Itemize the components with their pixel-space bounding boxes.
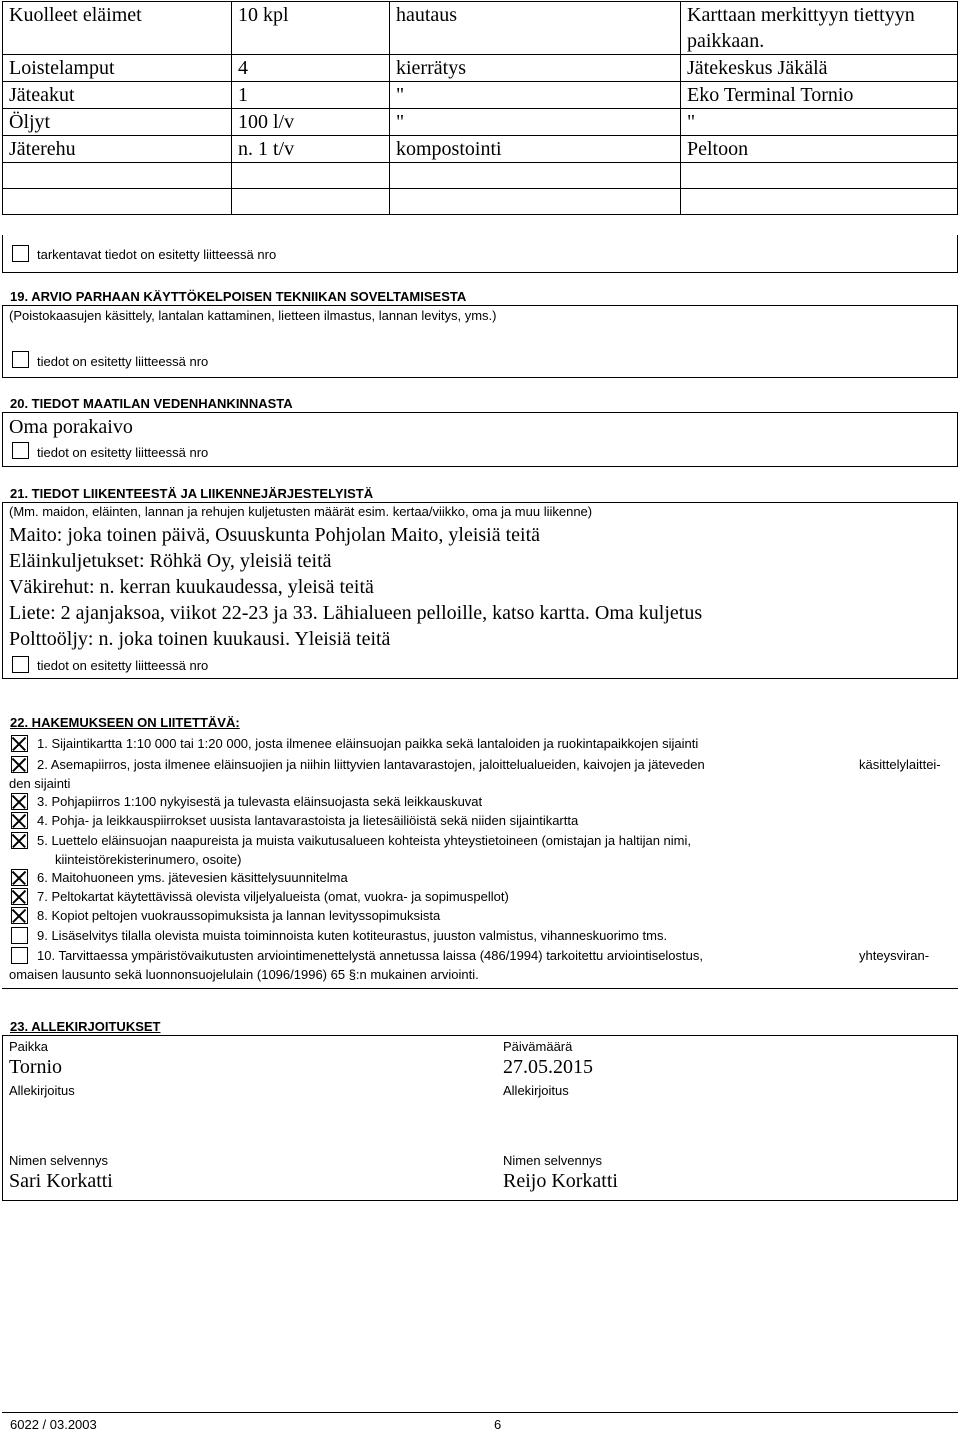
- name-value-left: Sari Korkatti: [9, 1170, 113, 1192]
- table-row: [3, 136, 958, 163]
- table-cell: Jätekeskus Jäkälä: [681, 55, 958, 82]
- attachment-checkbox[interactable]: [11, 812, 28, 829]
- section-21-title: 21. TIEDOT LIIKENTEESTÄ JA LIIKENNEJÄRJESTELYISTÄ: [10, 486, 374, 501]
- table-row: [3, 109, 958, 136]
- section-23-title: 23. ALLEKIRJOITUKSET: [10, 1019, 161, 1034]
- table-cell: Öljyt: [3, 109, 232, 136]
- table-cell: Jäteakut: [3, 82, 232, 109]
- table-row: [3, 2, 958, 55]
- table-row: [3, 82, 958, 109]
- name-value-right: Reijo Korkatti: [503, 1170, 618, 1192]
- form-code: 6022 / 03.2003: [10, 1417, 97, 1432]
- attachment-checkbox[interactable]: [11, 888, 28, 905]
- attachment-text: 5. Luettelo eläinsuojan naapureista ja muista vaikutusalueen kohteista yhteystietoineen (omistajan ja haltijan nimi,: [37, 833, 692, 848]
- section-21-subtitle: (Mm. maidon, eläinten, lannan ja rehujen kuljetusten määrät esim. kertaa/viikko, oma ja muu liikenne): [9, 504, 593, 519]
- section-21-box: [2, 502, 958, 679]
- footer-divider: [2, 1412, 958, 1413]
- section-19-title: 19. ARVIO PARHAAN KÄYTTÖKELPOISEN TEKNIIKAN SOVELTAMISESTA: [10, 289, 467, 304]
- date-value: 27.05.2015: [503, 1056, 593, 1078]
- place-value: Tornio: [9, 1056, 63, 1078]
- table-row: [3, 163, 958, 189]
- table-row: [3, 55, 958, 82]
- name-label-left: Nimen selvennys: [9, 1153, 108, 1168]
- section-19-subtitle: (Poistokaasujen käsittely, lantalan kattaminen, lietteen ilmastus, lannan levitys, yms.): [9, 308, 497, 323]
- table-cell: 1: [232, 82, 390, 109]
- table-cell: hautaus: [390, 2, 681, 55]
- attachment-text: 9. Lisäselvitys tilalla olevista muista toiminnoista kuten kotiteurastus, juuston valmistus, vihanneskuorimo tms.: [37, 928, 668, 943]
- table-cell: 100 l/v: [232, 109, 390, 136]
- table-cell: Loistelamput: [3, 55, 232, 82]
- section-19-attachment-label: tiedot on esitetty liitteessä nro: [37, 354, 209, 369]
- table-cell: ": [390, 82, 681, 109]
- section-19-box: [2, 305, 958, 378]
- table-row: [3, 189, 958, 215]
- place-label: Paikka: [9, 1039, 49, 1054]
- table-cell: ": [390, 109, 681, 136]
- signature-label-left: Allekirjoitus: [9, 1083, 75, 1098]
- waste-table: [2, 1, 958, 215]
- section-21-attachment-checkbox[interactable]: [12, 656, 29, 673]
- table-cell: kierrätys: [390, 55, 681, 82]
- signature-box: [2, 1035, 958, 1201]
- table-cell: Jäterehu: [3, 136, 232, 163]
- page-number: 6: [494, 1417, 502, 1432]
- table-cell: Karttaan merkittyyn tiettyyn paikkaan.: [681, 2, 958, 55]
- attachment-text-overflow: käsittelylaittei-: [859, 757, 941, 772]
- attachment-text-overflow: yhteysviran-: [859, 948, 930, 963]
- waste-attachment-label: tarkentavat tiedot on esitetty liitteessä nro: [37, 247, 277, 262]
- attachment-text-continuation: omaisen lausunto sekä luonnonsuojelulain (1096/1996) 65 §:n mukainen arviointi.: [9, 967, 479, 982]
- attachment-text: 1. Sijaintikartta 1:10 000 tai 1:20 000, josta ilmenee eläinsuojan paikka sekä lantaloiden ja ruokintapaikkojen sijainti: [37, 736, 699, 751]
- attachment-checkbox[interactable]: [11, 756, 28, 773]
- section-20-box: [2, 412, 958, 467]
- table-cell: Eko Terminal Tornio: [681, 82, 958, 109]
- table-cell: [3, 163, 232, 189]
- attachment-checkbox[interactable]: [11, 832, 28, 849]
- attachment-text: 8. Kopiot peltojen vuokraussopimuksista ja lannan levityssopimuksista: [37, 908, 441, 923]
- traffic-line: Liete: 2 ajanjaksoa, viikot 22-23 ja 33. Lähialueen pelloille, katso kartta. Oma kuljetus: [9, 602, 703, 624]
- table-cell: 10 kpl: [232, 2, 390, 55]
- traffic-lines: [9, 522, 702, 652]
- section-20-attachment-label: tiedot on esitetty liitteessä nro: [37, 445, 209, 460]
- table-cell: [232, 189, 390, 215]
- traffic-line: Maito: joka toinen päivä, Osuuskunta Pohjolan Maito, yleisiä teitä: [9, 524, 541, 546]
- table-cell: ": [681, 109, 958, 136]
- waste-attachment-box: [2, 235, 958, 273]
- attachment-text: 7. Peltokartat käytettävissä olevista viljelyalueista (omat, vuokra- ja sopimuspellot): [37, 889, 509, 904]
- section-20-attachment-checkbox[interactable]: [12, 442, 29, 459]
- traffic-line: Polttoöljy: n. joka toinen kuukausi. Yleisiä teitä: [9, 628, 391, 650]
- attachment-checkbox[interactable]: [11, 907, 28, 924]
- table-cell: [681, 189, 958, 215]
- water-supply-text: Oma porakaivo: [9, 416, 133, 438]
- attachment-text: 3. Pohjapiirros 1:100 nykyisestä ja tulevasta eläinsuojasta sekä leikkauskuvat: [37, 794, 483, 809]
- signature-label-right: Allekirjoitus: [503, 1083, 569, 1098]
- table-cell: [390, 189, 681, 215]
- traffic-line: Väkirehut: n. kerran kuukaudessa, yleisä teitä: [9, 576, 374, 598]
- section-22-divider: [2, 988, 958, 989]
- table-cell: [232, 163, 390, 189]
- section-19-attachment-checkbox[interactable]: [12, 351, 29, 368]
- name-label-right: Nimen selvennys: [503, 1153, 602, 1168]
- table-cell: n. 1 t/v: [232, 136, 390, 163]
- table-cell: Kuolleet eläimet: [3, 2, 232, 55]
- attachment-text-continuation: den sijainti: [9, 776, 71, 791]
- attachment-text: 10. Tarvittaessa ympäristövaikutusten arviointimenettelystä annetussa laissa (486/1994) tarkoitettu arviointiselostus,: [37, 948, 703, 963]
- attachment-text: 6. Maitohuoneen yms. jätevesien käsittelysuunnitelma: [37, 870, 348, 885]
- attachment-text: 2. Asemapiirros, josta ilmenee eläinsuojien ja niihin liittyvien lantavarastojen, jaloittelualueiden, kaivojen ja jäteveden: [37, 757, 705, 772]
- traffic-line: Eläinkuljetukset: Röhkä Oy, yleisiä teitä: [9, 550, 332, 572]
- waste-attachment-checkbox[interactable]: [12, 245, 29, 262]
- attachment-checkbox[interactable]: [11, 869, 28, 886]
- attachment-checkbox[interactable]: [11, 793, 28, 810]
- section-20-title: 20. TIEDOT MAATILAN VEDENHANKINNASTA: [10, 396, 293, 411]
- table-cell: kompostointi: [390, 136, 681, 163]
- table-cell: [390, 163, 681, 189]
- attachment-checkbox[interactable]: [11, 947, 28, 964]
- table-cell: [3, 189, 232, 215]
- attachment-checkbox[interactable]: [11, 735, 28, 752]
- table-cell: 4: [232, 55, 390, 82]
- date-label: Päivämäärä: [503, 1039, 573, 1054]
- section-22-title: 22. HAKEMUKSEEN ON LIITETTÄVÄ:: [10, 715, 240, 730]
- section-21-attachment-label: tiedot on esitetty liitteessä nro: [37, 658, 209, 673]
- table-cell: [681, 163, 958, 189]
- attachment-checkbox[interactable]: [11, 927, 28, 944]
- attachment-text-continuation: kiinteistörekisterinumero, osoite): [55, 852, 242, 867]
- table-cell: Peltoon: [681, 136, 958, 163]
- attachment-text: 4. Pohja- ja leikkauspiirrokset uusista lantavarastoista ja lietesäiliöistä sekä niiden sijaintikartta: [37, 813, 579, 828]
